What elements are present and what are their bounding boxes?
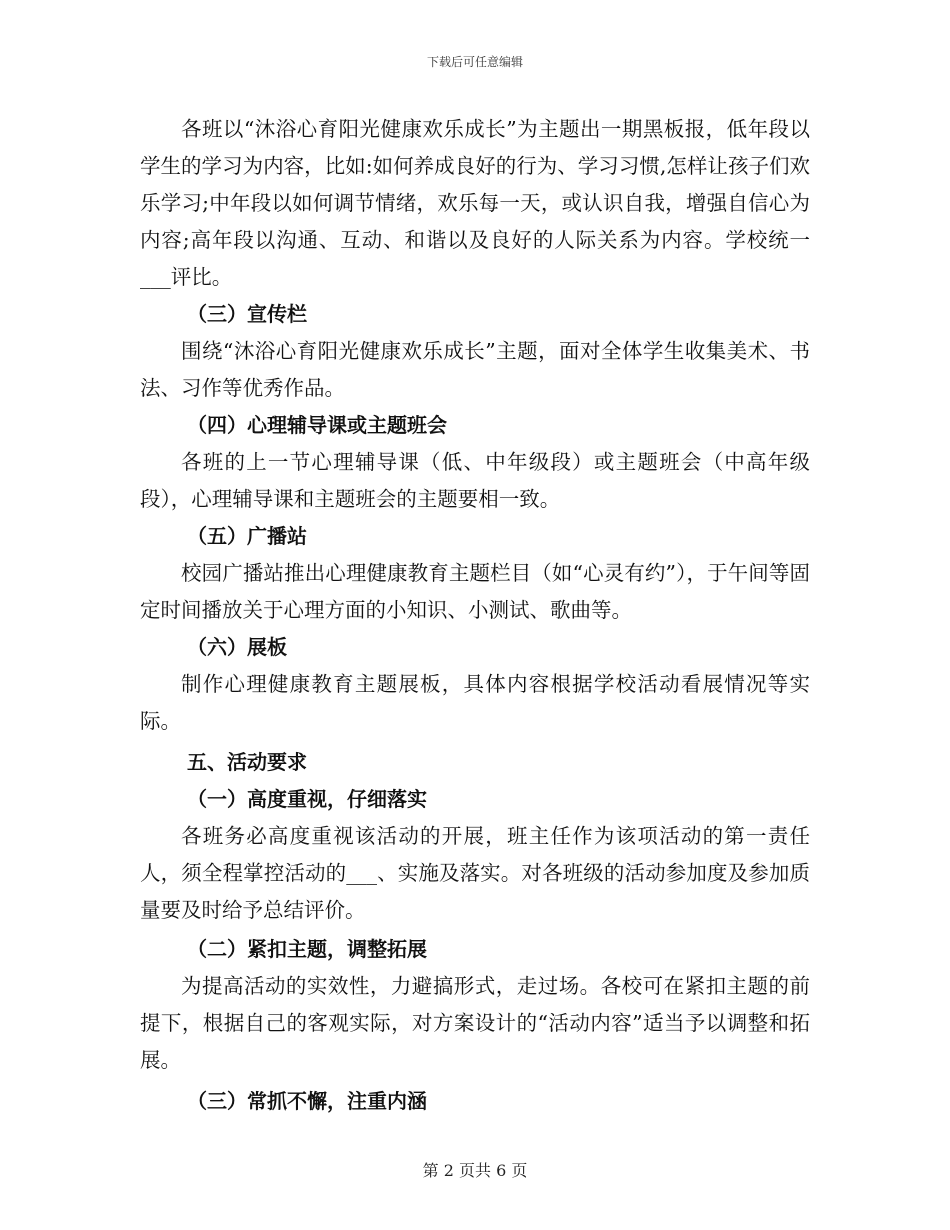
heading-persistent-effort: （三）常抓不懈，注重内涵	[187, 1089, 427, 1113]
page-footer: 第 2 页共 6 页	[422, 1161, 528, 1180]
document-body	[140, 111, 810, 1120]
heading-attach-importance: （一）高度重视，仔细落实	[187, 787, 427, 811]
paragraph-publicity-column: 围绕“沐浴心育阳光健康欢乐成长”主题，面对全体学生收集美术、书法、习作等优秀作品。	[140, 339, 810, 400]
paragraph-display-board: 制作心理健康教育主题展板，具体内容根据学校活动看展情况等实际。	[140, 672, 810, 733]
heading-counseling-class: （四）心理辅导课或主题班会	[187, 413, 447, 437]
paragraph-stick-to-theme: 为提高活动的实效性，力避搞形式，走过场。各校可在紧扣主题的前提下，根据自己的客观实际，对方案设计的“活动内容”适当予以调整和拓展。	[140, 974, 810, 1072]
paragraph-counseling-class: 各班的上一节心理辅导课（低、中年级段）或主题班会（中高年级段），心理辅导课和主题班会的主题要相一致。	[140, 450, 810, 511]
page-header: 下载后可任意编辑	[426, 55, 523, 69]
paragraph-broadcast-station: 校园广播站推出心理健康教育主题栏目（如“心灵有约”），于午间等固定时间播放关于心理方面的小知识、小测试、歌曲等。	[140, 561, 810, 622]
heading-broadcast-station: （五）广播站	[187, 524, 307, 548]
heading-display-board: （六）展板	[187, 635, 287, 659]
paragraph-attach-importance: 各班务必高度重视该活动的开展，班主任作为该项活动的第一责任人，须全程掌控活动的___、实施及落实。对各班级的活动参加度及参加质量要及时给予总结评价。	[140, 824, 810, 922]
heading-stick-to-theme: （二）紧扣主题，调整拓展	[187, 937, 427, 961]
heading-activity-requirements: 五、活动要求	[187, 750, 307, 774]
paragraph-blackboard: 各班以“沐浴心育阳光健康欢乐成长”为主题出一期黑板报，低年段以学生的学习为内容，比如:如何养成良好的行为、学习习惯,怎样让孩子们欢乐学习;中年段以如何调节情绪，欢乐每一天，或认识自我，增强自信心为内容;高年段以沟通、互动、和谐以及良好的人际关系为内容。学校统一___评比。	[140, 117, 810, 289]
heading-publicity-column: （三）宣传栏	[187, 302, 307, 326]
